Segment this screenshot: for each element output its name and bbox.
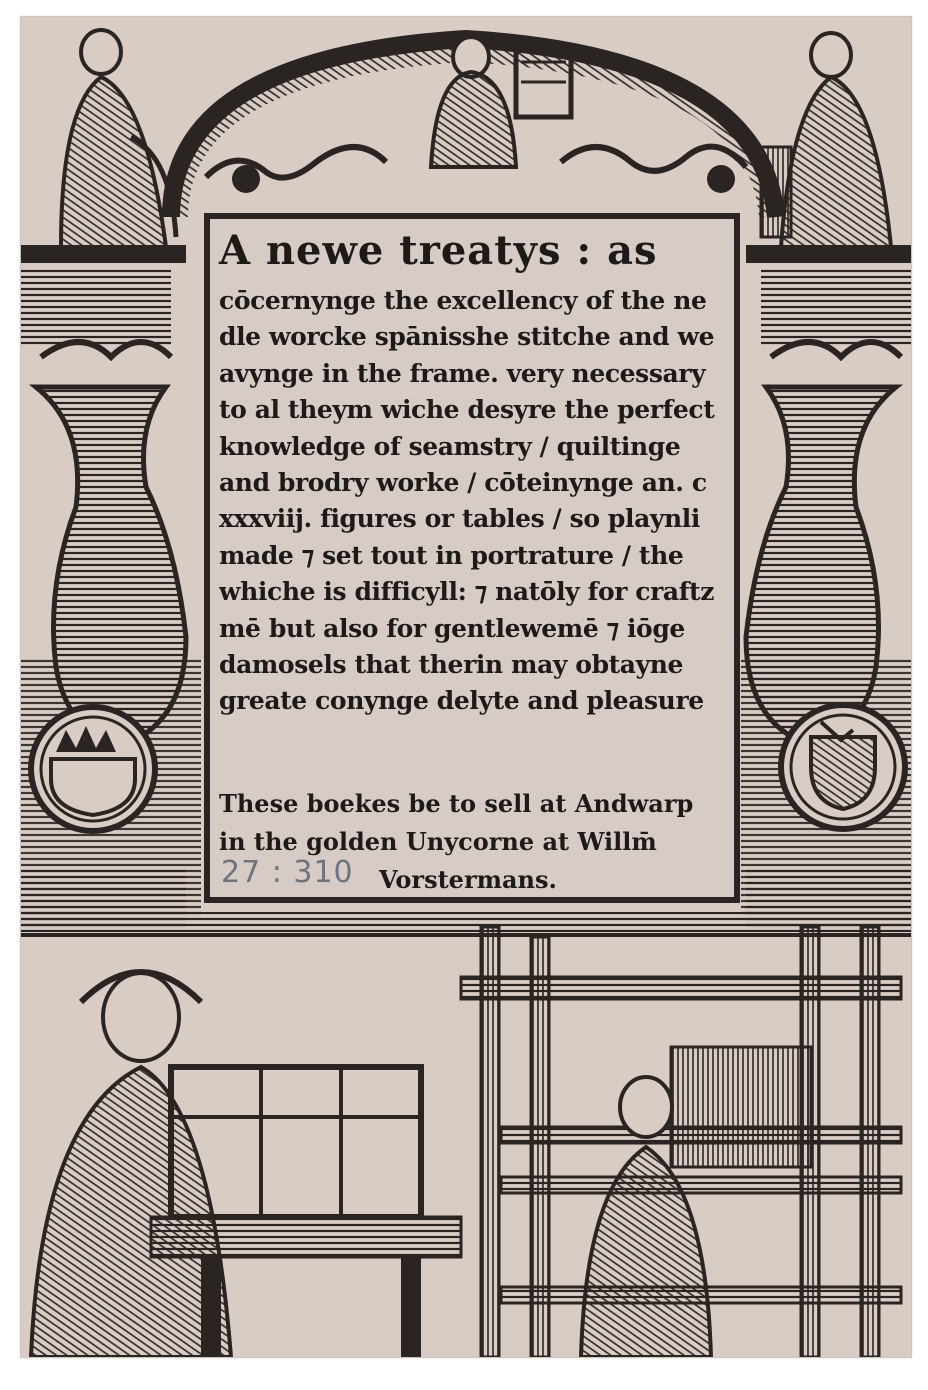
text-line: and brodry worke / cōteinynge an. c [219, 467, 707, 497]
text-line: mē but also for gentlewemē ⁊ iōge [219, 613, 685, 643]
unicorn-shield-icon [781, 705, 905, 829]
top-right-figure [761, 33, 891, 247]
text-line: xxxviij. figures or tables / so playnli [219, 504, 700, 534]
text-line: avynge in the frame. very necessary [219, 358, 706, 388]
lower-left-embroidery-scene [31, 972, 461, 1357]
text-line: greate conynge delyte and pleasure [219, 686, 704, 716]
text-line: knowledge of seamstry / quiltinge [219, 431, 681, 461]
title-body-text [219, 283, 739, 720]
woodcut-title-page [20, 16, 912, 1358]
pencil-shelfmark: 27 : 310 [221, 855, 354, 890]
text-line: cōcernynge the excellency of the ne [219, 286, 707, 315]
text-line: to al theym wiche desyre the perfect [219, 395, 715, 425]
lower-right-loom-scene [461, 927, 901, 1357]
top-left-figure [61, 30, 176, 247]
title-heading: A newe treatys : as [219, 227, 658, 274]
imprint-line: Vorstermans. [379, 865, 557, 894]
imprint-line: These boekes be to sell at Andwarp [219, 789, 694, 818]
text-line: damosels that therin may obtayne [219, 649, 684, 679]
text-line: dle worcke spānisshe stitche and we [219, 322, 715, 352]
text-line: made ⁊ set tout in portrature / the [219, 540, 684, 570]
crown-shield-icon [31, 707, 155, 831]
imprint-line: in the golden Unycorne at Willm̄ [219, 827, 657, 856]
text-line: whiche is difficyll: ⁊ natōly for craftz [219, 577, 714, 607]
